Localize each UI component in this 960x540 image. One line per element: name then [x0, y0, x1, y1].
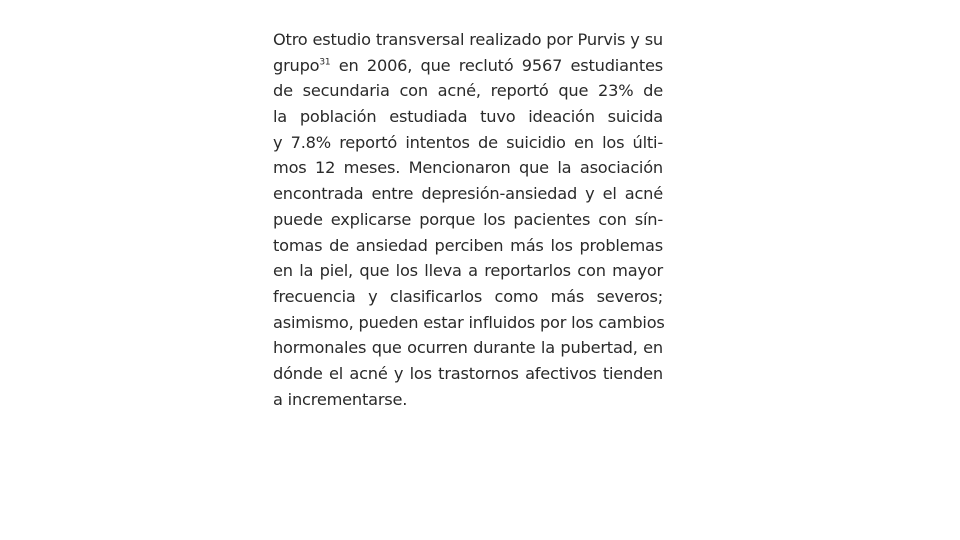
- text-fragment: grupo: [273, 55, 320, 75]
- paragraph-line: la población estudiada tuvo ideación suicida: [273, 107, 663, 127]
- text-fragment: en 2006, que reclutó 9567 estudiantes: [330, 55, 663, 75]
- paragraph-line: mos 12 meses. Mencionaron que la asociación: [273, 158, 663, 178]
- paragraph-line: de secundaria con acné, reportó que 23% de: [273, 81, 663, 101]
- paragraph-line: frecuencia y clasificarlos como más severos;: [273, 286, 663, 306]
- paragraph-line: a incrementarse.: [273, 389, 408, 409]
- paragraph-line: puede explicarse porque los pacientes con sín-: [273, 209, 663, 229]
- citation-reference: 31: [319, 57, 331, 68]
- body-paragraph: [273, 27, 663, 412]
- paragraph-line: [273, 53, 663, 79]
- paragraph-line: asimismo, pueden estar influidos por los cambios: [273, 312, 665, 332]
- paragraph-line: dónde el acné y los trastornos afectivos tienden: [273, 363, 663, 383]
- paragraph-line: hormonales que ocurren durante la pubertad, en: [273, 338, 663, 358]
- paragraph-line: y 7.8% reportó intentos de suicidio en los últi-: [273, 132, 663, 152]
- paragraph-line: encontrada entre depresión-ansiedad y el acné: [273, 184, 663, 204]
- paragraph-line: en la piel, que los lleva a reportarlos con mayor: [273, 261, 663, 281]
- paragraph-line: tomas de ansiedad perciben más los problemas: [273, 235, 663, 255]
- paragraph-line: Otro estudio transversal realizado por Purvis y su: [273, 30, 663, 49]
